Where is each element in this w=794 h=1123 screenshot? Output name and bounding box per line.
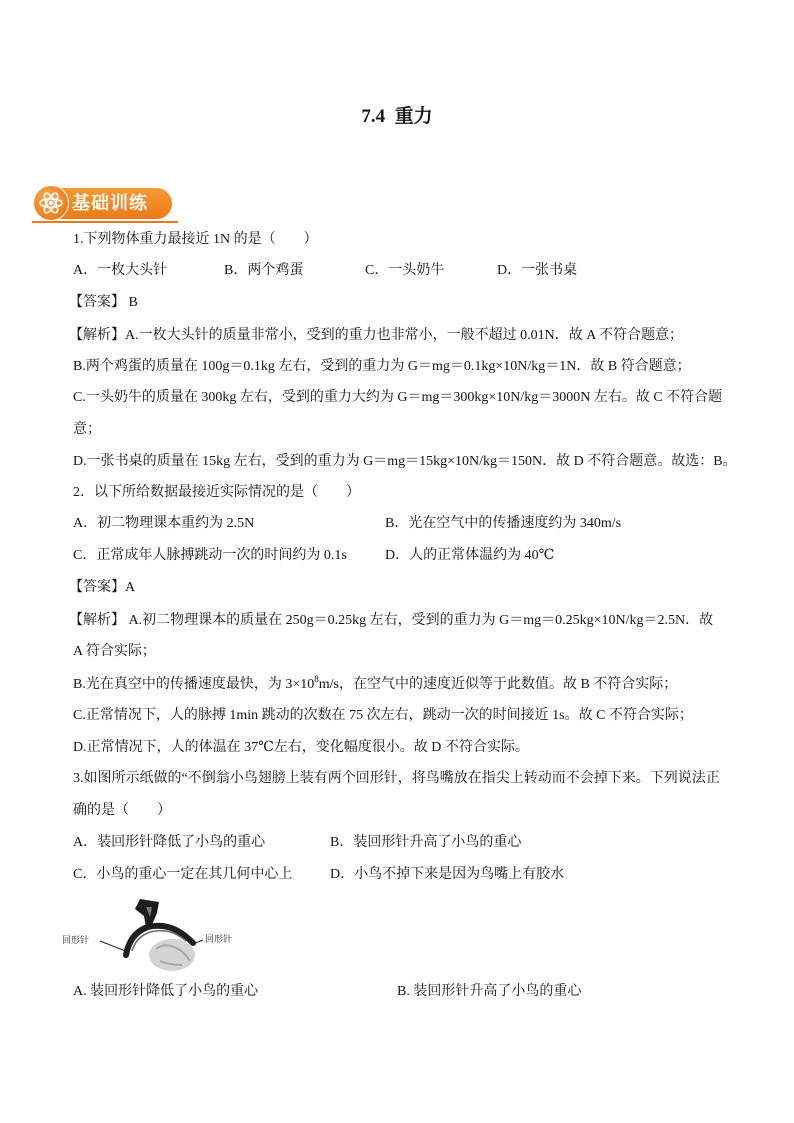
q1-option-a: A．一枚大头针 xyxy=(73,263,168,278)
q2-option-d: D．人的正常体温约为 40℃ xyxy=(385,548,555,563)
q1-option-d: D．一张书桌 xyxy=(497,263,578,278)
q1-analysis-line: C.一头奶牛的质量在 300kg 左右，受到的重力大约为 G＝mg＝300kg×10N/kg＝3000N 左右。故 C 不符合题 xyxy=(73,390,723,405)
q1-analysis-line: 意； xyxy=(73,422,101,437)
q2-analysis-b-text-rest: m/s，在空气中的速度近似等于此数值。故 B 不符合实际； xyxy=(318,677,678,692)
q3-option-b: B．装回形针升高了小鸟的重心 xyxy=(330,835,522,850)
figure-label-right: 回形针 xyxy=(205,935,233,945)
q3-option-c: C．小鸟的重心一定在其几何中心上 xyxy=(73,867,293,882)
q1-option-c: C．一头奶牛 xyxy=(365,263,445,278)
label-pointer-left xyxy=(100,941,128,952)
q2-analysis-line: 【解析】 A.初二物理课本的质量在 250g＝0.25kg 左右，受到的重力为 G＝mg＝0.25kg×10N/kg＝2.5N．故 xyxy=(69,613,714,628)
section-badge-circle xyxy=(33,185,69,221)
q1-analysis-line: 【解析】A.一枚大头针的质量非常小，受到的重力也非常小，一般不超过 0.01N．故 A 不符合题意； xyxy=(69,328,684,343)
q2-analysis-line: A 符合实际； xyxy=(73,644,156,659)
q1-analysis-line: B.两个鸡蛋的质量在 100g＝0.1kg 左右，受到的重力为 G＝mg＝0.1kg×10N/kg＝1N．故 B 符合题意； xyxy=(73,359,691,374)
q1-answer: 【答案】 B xyxy=(69,295,138,310)
q3-option-a: A．装回形针降低了小鸟的重心 xyxy=(73,835,266,850)
q2-analysis-line xyxy=(73,676,677,694)
q2-option-c: C．正常成年人脉搏跳动一次的时间约为 0.1s xyxy=(73,548,347,563)
figure-label-left: 回形针 xyxy=(62,936,90,946)
section-label: 基础训练 xyxy=(72,193,148,214)
q2-analysis-line: D.正常情况下，人的体温在 37℃左右，变化幅度很小。故 D 不符合实际。 xyxy=(73,740,529,755)
q2-analysis-b-exponent: 8 xyxy=(314,674,319,684)
q2-option-b: B．光在空气中的传播速度约为 340m/s xyxy=(385,516,622,531)
q3-option-d: D．小鸟不掉下来是因为鸟嘴上有胶水 xyxy=(330,867,565,882)
q1-stem: 1.下列物体重力最接近 1N 的是（ ） xyxy=(73,232,318,247)
paper-bird-figure xyxy=(60,895,240,975)
bird-body xyxy=(149,939,195,971)
q1-analysis-line: D.一张书桌的质量在 15kg 左右，受到的重力为 G＝mg＝15kg×10N/kg＝150N．故 D 不符合题意。故选：B。 xyxy=(73,454,737,469)
q2-analysis-line: C.正常情况下，人的脉搏 1min 跳动的次数在 75 次左右，跳动一次的时间接近 1s。故 C 不符合实际； xyxy=(73,708,693,723)
q2-answer: 【答案】A xyxy=(69,580,136,595)
q2-analysis-b-text: B.光在真空中的传播速度最快，为 3×10 xyxy=(73,677,315,692)
atom-icon xyxy=(38,190,64,216)
q3-repeat-option-a: A. 装回形针降低了小鸟的重心 xyxy=(73,984,259,999)
q2-option-a: A．初二物理课本重约为 2.5N xyxy=(73,516,255,531)
page-title: 7.4 重力 xyxy=(361,106,433,127)
section-underline xyxy=(32,221,178,223)
q3-repeat-option-b: B. 装回形针升高了小鸟的重心 xyxy=(397,984,582,999)
section-badge xyxy=(30,184,180,224)
q3-stem-cont: 确的是（ ） xyxy=(73,803,171,818)
q2-stem: 2．以下所给数据最接近实际情况的是（ ） xyxy=(73,485,360,500)
q1-option-b: B．两个鸡蛋 xyxy=(224,263,304,278)
q3-stem: 3.如图所示纸做的“不倒翁小鸟翅膀上装有两个回形针，将鸟嘴放在指尖上转动而不会掉下来。下列说法正 xyxy=(73,771,720,786)
